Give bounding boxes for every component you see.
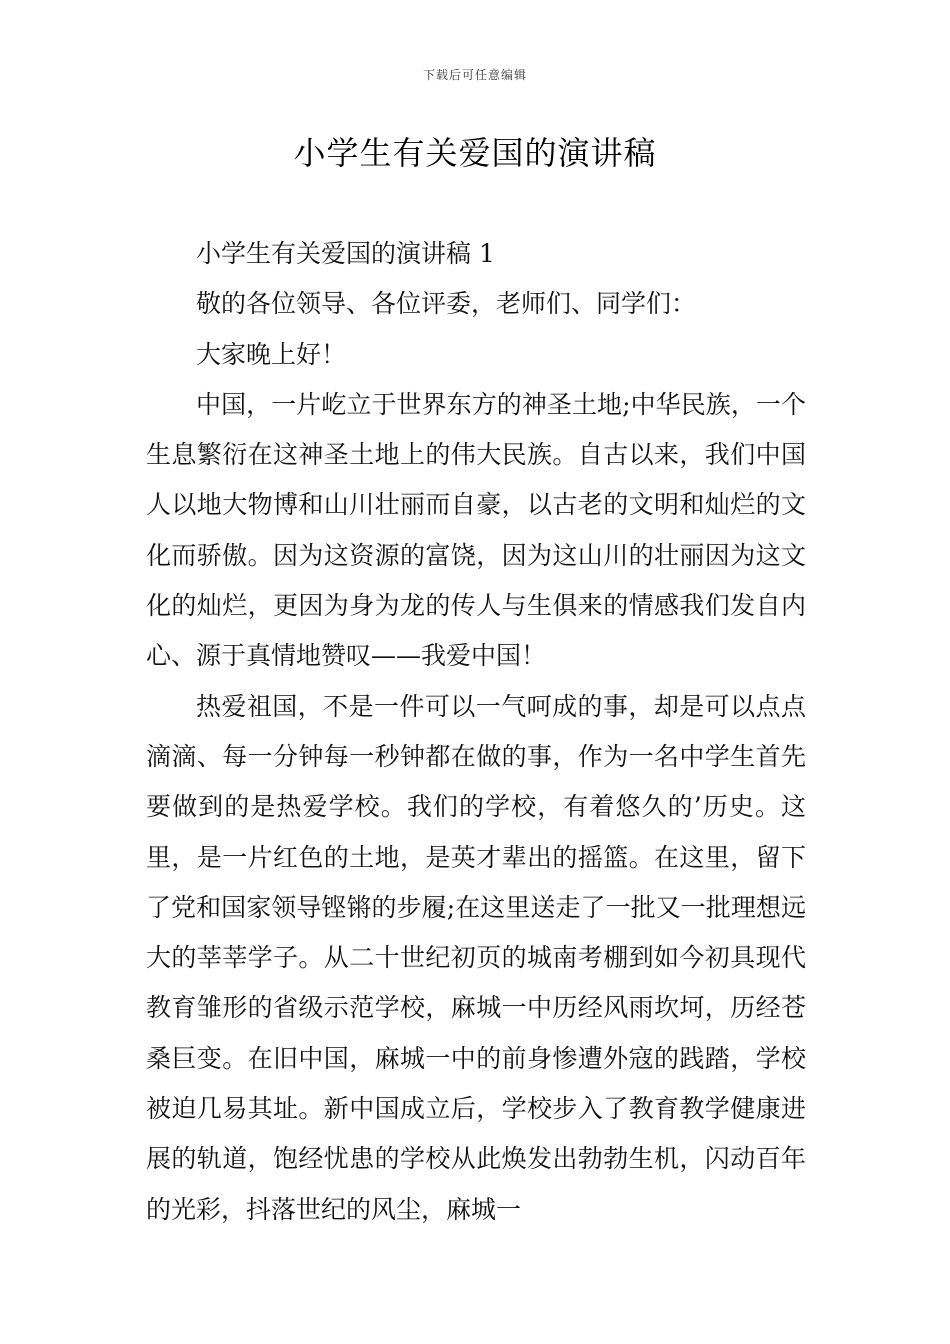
- paragraph-salutation: 敬的各位领导、各位评委，老师们、同学们：: [196, 289, 697, 319]
- paragraph-greeting: 大家晚上好！: [196, 339, 347, 369]
- paragraph-china: 中国，一片屹立于世界东方的神圣土地;中华民族，一个生息繁衍在这神圣土地上的伟大民族。自古以来，我们中国人以地大物博和山川壮丽而自豪，以古老的文明和灿烂的文化而骄傲。因为这资源的富饶，因为这山川的壮丽因为这文化的灿烂，更因为身为龙的传人与生俱来的情感我们发自内心、源于真情地赞叹——我爱中国！: [146, 389, 806, 671]
- document-body: [146, 229, 806, 1235]
- document-title: 小学生有关爱国的演讲稿: [293, 134, 657, 172]
- header-note: 下载后可任意编辑: [422, 68, 527, 82]
- paragraph-subtitle: 小学生有关爱国的演讲稿 1: [196, 239, 495, 268]
- paragraph-school: 热爱祖国，不是一件可以一气呵成的事，却是可以点点滴滴、每一分钟每一秒钟都在做的事，作为一名中学生首先要做到的是热爱学校。我们的学校，有着悠久的’历史。这里，是一片红色的土地，是英才辈出的摇篮。在这里，留下了党和国家领导铿锵的步履;在这里送走了一批又一批理想远大的莘莘学子。从二十世纪初页的城南考棚到如今初具现代教育雏形的省级示范学校，麻城一中历经风雨坎坷，历经苍桑巨变。在旧中国，麻城一中的前身惨遭外寇的践踏，学校被迫几易其址。新中国成立后，学校步入了教育教学健康进展的轨道，饱经忧患的学校从此焕发出勃勃生机，闪动百年的光彩，抖落世纪的风尘，麻城一: [146, 691, 806, 1224]
